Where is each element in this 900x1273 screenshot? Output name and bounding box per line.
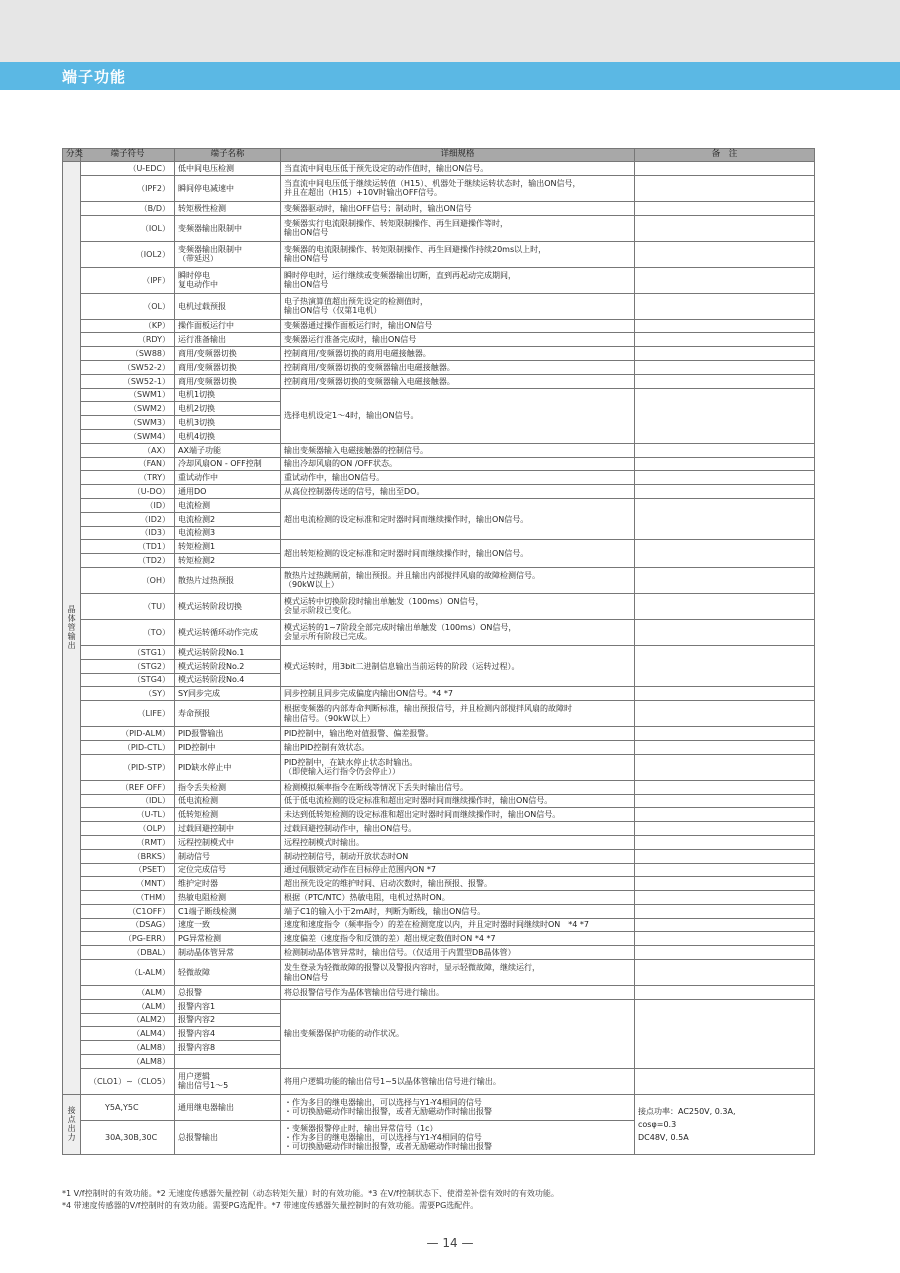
remark-cell (635, 267, 815, 293)
table-row (63, 241, 815, 267)
terminal-name: 商用/变频器切换 (175, 347, 281, 361)
terminal-symbol: （PID-CTL） (81, 740, 175, 754)
remark-cell (635, 388, 815, 443)
table-row (63, 645, 815, 659)
terminal-symbol: （SWM2） (81, 402, 175, 416)
detail-spec: 选择电机设定1～4时，输出ON信号。 (281, 388, 635, 443)
terminal-symbol: （TD2） (81, 554, 175, 568)
terminal-name: 模式运转阶段No.2 (175, 659, 281, 673)
terminal-function-table (62, 148, 815, 1155)
terminal-symbol: Y5A,Y5C (81, 1094, 175, 1120)
detail-spec: 控制商用/变频器切换的变频器输入电磁接触器。 (281, 374, 635, 388)
table-row (63, 863, 815, 877)
terminal-name: 电流检测3 (175, 526, 281, 540)
terminal-name: 商用/变频器切换 (175, 360, 281, 374)
remark-cell (635, 946, 815, 960)
terminal-name: 电流检测2 (175, 512, 281, 526)
detail-spec: PID控制中，输出绝对值报警、偏差报警。 (281, 727, 635, 741)
terminal-name: 电机2切换 (175, 402, 281, 416)
table-row (63, 849, 815, 863)
terminal-name: 操作面板运行中 (175, 319, 281, 333)
remark-cell (635, 687, 815, 701)
top-gray-band (0, 0, 900, 62)
table-row (63, 498, 815, 512)
terminal-name: 电流检测 (175, 498, 281, 512)
terminal-symbol: （DSAG） (81, 918, 175, 932)
terminal-symbol: （KP） (81, 319, 175, 333)
terminal-symbol: （PID-STP） (81, 754, 175, 780)
terminal-name: 电机4切换 (175, 429, 281, 443)
table-row (63, 1068, 815, 1094)
detail-spec: 控制商用/变频器切换的变频器输出电磁接触器。 (281, 360, 635, 374)
terminal-name: 报警内容4 (175, 1027, 281, 1041)
terminal-name: 转矩检测1 (175, 540, 281, 554)
remark-cell (635, 794, 815, 808)
terminal-symbol: （OL） (81, 293, 175, 319)
terminal-symbol: （ID2） (81, 512, 175, 526)
table-row (63, 540, 815, 554)
terminal-name: 低转矩检测 (175, 808, 281, 822)
table-row (63, 619, 815, 645)
terminal-symbol: （THM） (81, 891, 175, 905)
table-row (63, 835, 815, 849)
terminal-name: 低中间电压检测 (175, 162, 281, 176)
detail-spec: 超出预先设定的维护时间、启动次数时，输出预报、报警。 (281, 877, 635, 891)
remark-cell (635, 593, 815, 619)
terminal-name: 电机1切换 (175, 388, 281, 402)
category-cell-transistor: 晶体管输出 (63, 162, 81, 1095)
detail-spec: 同步控制且同步完成偏度内输出ON信号。*4 *7 (281, 687, 635, 701)
terminal-name: 转矩极性检测 (175, 201, 281, 215)
table-row (63, 457, 815, 471)
header-category: 分类 (63, 149, 81, 162)
detail-spec: 检测模拟频率指令在断线等情况下丢失时输出信号。 (281, 780, 635, 794)
footnotes (62, 1188, 842, 1212)
terminal-symbol: （IPF2） (81, 175, 175, 201)
detail-spec: 当直流中间电压低于继续运转值（H15）、机器处于继续运转状态时，输出ON信号， 并且在超出（H15）+10V时输出OFF信号。 (281, 175, 635, 201)
table-row (63, 388, 815, 402)
terminal-symbol: （ALM） (81, 999, 175, 1013)
remark-cell (635, 241, 815, 267)
remark-cell (635, 374, 815, 388)
detail-spec: 低于低电流检测的设定标准和超出定时器时间而继续操作时，输出ON信号。 (281, 794, 635, 808)
detail-spec: 通过伺服锁定动作在目标停止范围内ON *7 (281, 863, 635, 877)
remark-cell (635, 863, 815, 877)
table-row (63, 593, 815, 619)
terminal-symbol: （OH） (81, 567, 175, 593)
terminal-name: 报警内容1 (175, 999, 281, 1013)
table-row (63, 740, 815, 754)
remark-cell (635, 960, 815, 986)
detail-spec: 变频器运行准备完成时，输出ON信号 (281, 333, 635, 347)
table-row (63, 822, 815, 836)
footnote-line: *1 V/f控制时的有效功能。*2 无速度传感器矢量控制（动态转矩矢量）时的有效功能。*3 在V/f控制状态下、使滑差补偿有效时的有效功能。 (62, 1189, 559, 1198)
remark-cell (635, 701, 815, 727)
header-terminal-symbol: 端子符号 (81, 149, 175, 162)
terminal-symbol: （RDY） (81, 333, 175, 347)
detail-spec: 超出电流检测的设定标准和定时器时间而继续操作时，输出ON信号。 (281, 498, 635, 539)
terminal-name: 指令丢失检测 (175, 780, 281, 794)
terminal-name: 转矩检测2 (175, 554, 281, 568)
table-row (63, 293, 815, 319)
terminal-name: AX端子功能 (175, 443, 281, 457)
remark-cell (635, 877, 815, 891)
terminal-symbol: （ALM2） (81, 1013, 175, 1027)
remark-cell (635, 162, 815, 176)
page-number: — 14 — (426, 1236, 474, 1250)
terminal-name: 维护定时器 (175, 877, 281, 891)
remark-cell (635, 293, 815, 319)
detail-spec: 速度偏差（速度指令和反馈的差）超出规定数值时ON *4 *7 (281, 932, 635, 946)
terminal-name: 重试动作中 (175, 471, 281, 485)
terminal-symbol: （TU） (81, 593, 175, 619)
terminal-symbol: （U-EDC） (81, 162, 175, 176)
table-row (63, 932, 815, 946)
terminal-name: 制动晶体管异常 (175, 946, 281, 960)
terminal-name: 热敏电阻检测 (175, 891, 281, 905)
terminal-symbol: （IOL） (81, 215, 175, 241)
detail-spec: PID控制中，在缺水停止状态时输出。 （即使输入运行指令仍会停止）） (281, 754, 635, 780)
terminal-symbol: （STG4） (81, 673, 175, 687)
detail-spec: 将总报警信号作为晶体管输出信号进行输出。 (281, 986, 635, 1000)
remark-cell (635, 201, 815, 215)
terminal-name: 轻微故障 (175, 960, 281, 986)
detail-spec: 发生登录为轻微故障的报警以及警报内容时，显示轻微故障，继续运行， 输出ON信号 (281, 960, 635, 986)
detail-spec: 过载回避控制动作中，输出ON信号。 (281, 822, 635, 836)
detail-spec: 检测制动晶体管异常时，输出信号。（仅适用于内置型DB晶体管） (281, 946, 635, 960)
terminal-symbol: （REF OFF） (81, 780, 175, 794)
table-row (63, 319, 815, 333)
table-row (63, 701, 815, 727)
remark-cell (635, 822, 815, 836)
terminal-name: 用户逻辑 输出信号1～5 (175, 1068, 281, 1094)
table-row (63, 347, 815, 361)
detail-spec: 模式运转时，用3bit二进制信息输出当前运转的阶段（运转过程）。 (281, 645, 635, 686)
terminal-symbol: （L-ALM） (81, 960, 175, 986)
detail-spec: 将用户逻辑功能的输出信号1~5以晶体管输出信号进行输出。 (281, 1068, 635, 1094)
remark-cell (635, 780, 815, 794)
remark-cell (635, 849, 815, 863)
terminal-symbol: （SW52-1） (81, 374, 175, 388)
table-row (63, 754, 815, 780)
detail-spec: 模式运转的1~7阶段全部完成时输出单触发（100ms）ON信号， 会显示所有阶段已完成。 (281, 619, 635, 645)
terminal-symbol: （IPF） (81, 267, 175, 293)
terminal-symbol: （STG2） (81, 659, 175, 673)
terminal-symbol: （ALM8） (81, 1041, 175, 1055)
table-row (63, 485, 815, 499)
table-row (63, 877, 815, 891)
terminal-name: PID缺水停止中 (175, 754, 281, 780)
table-row (63, 201, 815, 215)
terminal-symbol: （SWM4） (81, 429, 175, 443)
table-row (63, 986, 815, 1000)
terminal-symbol: （PID-ALM） (81, 727, 175, 741)
table-row (63, 808, 815, 822)
terminal-name: 通用DO (175, 485, 281, 499)
terminal-name: 瞬时停电 复电动作中 (175, 267, 281, 293)
remark-cell (635, 727, 815, 741)
detail-spec: ・变频器报警停止时，输出异常信号（1c） ・作为多目的继电器输出，可以选择与Y1-Y4相同的信号 ・可切换励磁动作时输出报警，或者无励磁动作时输出报警 (281, 1120, 635, 1154)
detail-spec: 输出冷却风扇的ON /OFF状态。 (281, 457, 635, 471)
terminal-symbol: （RMT） (81, 835, 175, 849)
remark-cell (635, 645, 815, 686)
terminal-name: PG异常检测 (175, 932, 281, 946)
terminal-symbol: （OLP） (81, 822, 175, 836)
table-row (63, 215, 815, 241)
detail-spec: 输出变频器保护功能的动作状况。 (281, 999, 635, 1068)
terminal-symbol: （ALM8） (81, 1055, 175, 1069)
remark-cell (635, 891, 815, 905)
table-row (63, 374, 815, 388)
terminal-name: C1端子断线检测 (175, 904, 281, 918)
terminal-symbol: （SY） (81, 687, 175, 701)
remark-cell (635, 175, 815, 201)
terminal-name: 变频器输出限制中 (175, 215, 281, 241)
table-row (63, 687, 815, 701)
terminal-name: 商用/变频器切换 (175, 374, 281, 388)
table-row (63, 471, 815, 485)
footnote-line: *4 带速度传感器的V/f控制时的有效功能。需要PG选配件。*7 带速度传感器矢量控制时的有效功能。需要PG选配件。 (62, 1201, 479, 1210)
terminal-name: SY同步完成 (175, 687, 281, 701)
table-header-row (63, 149, 815, 162)
detail-spec: 散热片过热跳闸前，输出预报。并且输出内部搅拌风扇的故障检测信号。 （90kW以上） (281, 567, 635, 593)
remark-cell (635, 754, 815, 780)
remark-cell (635, 567, 815, 593)
remark-cell (635, 215, 815, 241)
detail-spec: 速度和速度指令（频率指令）的差在检测宽度以内，并且定时器时间继续时ON *4 *7 (281, 918, 635, 932)
terminal-symbol: （FAN） (81, 457, 175, 471)
terminal-symbol: （SWM3） (81, 416, 175, 430)
terminal-name: 运行准备输出 (175, 333, 281, 347)
remark-cell (635, 904, 815, 918)
remark-cell (635, 457, 815, 471)
detail-spec: 输出PID控制有效状态。 (281, 740, 635, 754)
terminal-name: 散热片过热预报 (175, 567, 281, 593)
table-row (63, 175, 815, 201)
table-row (63, 891, 815, 905)
terminal-symbol: （ID3） (81, 526, 175, 540)
terminal-name: 速度一致 (175, 918, 281, 932)
terminal-name: 电机3切换 (175, 416, 281, 430)
terminal-name: 远程控制模式中 (175, 835, 281, 849)
terminal-symbol: （IOL2） (81, 241, 175, 267)
terminal-name: 通用继电器输出 (175, 1094, 281, 1120)
terminal-name: PID控制中 (175, 740, 281, 754)
terminal-name: 总报警输出 (175, 1120, 281, 1154)
terminal-symbol: （ALM4） (81, 1027, 175, 1041)
terminal-name: 过载回避控制中 (175, 822, 281, 836)
table-row (63, 360, 815, 374)
category-cell-contact: 接点出力 (63, 1094, 81, 1154)
table-row (63, 904, 815, 918)
terminal-symbol: （ID） (81, 498, 175, 512)
remark-cell (635, 932, 815, 946)
detail-spec: 未达到低转矩检测的设定标准和超出定时器时间而继续操作时，输出ON信号。 (281, 808, 635, 822)
terminal-symbol: （CLO1）~（CLO5） (81, 1068, 175, 1094)
terminal-symbol: （TRY） (81, 471, 175, 485)
remark-cell (635, 1068, 815, 1094)
detail-spec: 变频器实行电流限制操作、转矩限制操作、再生回避操作等时， 输出ON信号 (281, 215, 635, 241)
terminal-symbol: （DBAL） (81, 946, 175, 960)
terminal-symbol: （TD1） (81, 540, 175, 554)
detail-spec: 超出转矩检测的设定标准和定时器时间而继续操作时，输出ON信号。 (281, 540, 635, 568)
terminal-name: 定位完成信号 (175, 863, 281, 877)
terminal-name: 电机过载预报 (175, 293, 281, 319)
terminal-symbol: （TO） (81, 619, 175, 645)
terminal-symbol: （SWM1） (81, 388, 175, 402)
table-row (63, 567, 815, 593)
terminal-name: 瞬间停电减速中 (175, 175, 281, 201)
terminal-name: 冷却风扇ON - OFF控制 (175, 457, 281, 471)
terminal-symbol: （U-DO） (81, 485, 175, 499)
terminal-symbol: （LIFE） (81, 701, 175, 727)
remark-cell (635, 333, 815, 347)
terminal-name: 变频器输出限制中 （带延迟） (175, 241, 281, 267)
terminal-symbol: （SW52-2） (81, 360, 175, 374)
remark-cell (635, 918, 815, 932)
detail-spec: 端子C1的输入小于2mA时，判断为断线，输出ON信号。 (281, 904, 635, 918)
contact-rating-remark: 接点功率：AC250V, 0.3A, cosφ=0.3 DC48V, 0.5A (635, 1094, 815, 1154)
detail-spec: 从高位控制器传送的信号，输出至DO。 (281, 485, 635, 499)
detail-spec: 变频器通过操作面板运行时，输出ON信号 (281, 319, 635, 333)
terminal-symbol: （BRKS） (81, 849, 175, 863)
table-row (63, 443, 815, 457)
header-terminal-name: 端子名称 (175, 149, 281, 162)
detail-spec: 模式运转中切换阶段时输出单触发（100ms）ON信号， 会显示阶段已变化。 (281, 593, 635, 619)
detail-spec: 远程控制模式时输出。 (281, 835, 635, 849)
remark-cell (635, 319, 815, 333)
header-remarks: 备 注 (635, 149, 815, 162)
terminal-symbol: （IDL） (81, 794, 175, 808)
terminal-name: 模式运转阶段No.4 (175, 673, 281, 687)
detail-spec: 当直流中间电压低于预先设定的动作值时，输出ON信号。 (281, 162, 635, 176)
remark-cell (635, 471, 815, 485)
terminal-name: 报警内容8 (175, 1041, 281, 1055)
detail-spec: 输出变频器输入电磁接触器的控制信号。 (281, 443, 635, 457)
remark-cell (635, 443, 815, 457)
detail-spec: 重试动作中，输出ON信号。 (281, 471, 635, 485)
terminal-symbol: （PSET） (81, 863, 175, 877)
terminal-name: PID报警输出 (175, 727, 281, 741)
detail-spec: 根据（PTC/NTC）热敏电阻，电机过热时ON。 (281, 891, 635, 905)
table-row (63, 794, 815, 808)
terminal-symbol: （C1OFF） (81, 904, 175, 918)
table-row (63, 162, 815, 176)
detail-spec: 制动控制信号，制动开放状态时ON (281, 849, 635, 863)
terminal-symbol: （AX） (81, 443, 175, 457)
terminal-name: 总报警 (175, 986, 281, 1000)
terminal-symbol: 30A,30B,30C (81, 1120, 175, 1154)
terminal-name: 模式运转阶段No.1 (175, 645, 281, 659)
table-row (63, 1094, 815, 1120)
terminal-name: 报警内容2 (175, 1013, 281, 1027)
remark-cell (635, 347, 815, 361)
table-row (63, 946, 815, 960)
table-row (63, 780, 815, 794)
terminal-name: 模式运转阶段切换 (175, 593, 281, 619)
detail-spec: ・作为多目的继电器输出，可以选择与Y1-Y4相同的信号 ・可切换励磁动作时输出报警，或者无励磁动作时输出报警 (281, 1094, 635, 1120)
terminal-symbol: （U-TL） (81, 808, 175, 822)
remark-cell (635, 740, 815, 754)
table-row (63, 727, 815, 741)
section-title-band (0, 62, 900, 90)
remark-cell (635, 835, 815, 849)
terminal-symbol: （B/D） (81, 201, 175, 215)
terminal-symbol: （ALM） (81, 986, 175, 1000)
remark-cell (635, 498, 815, 539)
terminal-symbol: （PG-ERR） (81, 932, 175, 946)
terminal-symbol: （STG1） (81, 645, 175, 659)
remark-cell (635, 540, 815, 568)
detail-spec: 变频器的电流限制操作、转矩限制操作、再生回避操作持续20ms以上时， 输出ON信号 (281, 241, 635, 267)
terminal-name: 低电流检测 (175, 794, 281, 808)
detail-spec: 根据变频器的内部寿命判断标准，输出预报信号，并且检测内部搅拌风扇的故障时 输出信号。（90kW以上） (281, 701, 635, 727)
remark-cell (635, 999, 815, 1068)
remark-cell (635, 808, 815, 822)
terminal-symbol: （SW88） (81, 347, 175, 361)
terminal-name: 制动信号 (175, 849, 281, 863)
terminal-name: 模式运转循环动作完成 (175, 619, 281, 645)
table-row (63, 333, 815, 347)
detail-spec: 变频器驱动时，输出OFF信号；制动时，输出ON信号 (281, 201, 635, 215)
table-row (63, 918, 815, 932)
terminal-name: 寿命预报 (175, 701, 281, 727)
remark-cell (635, 986, 815, 1000)
detail-spec: 瞬时停电时，运行继续或变频器输出切断，直到再起动完成期间， 输出ON信号 (281, 267, 635, 293)
remark-cell (635, 485, 815, 499)
remark-cell (635, 619, 815, 645)
section-title: 端子功能 (62, 68, 127, 86)
terminal-name (175, 1055, 281, 1069)
table-row (63, 960, 815, 986)
detail-spec: 电子热演算值超出预先设定的检测值时， 输出ON信号（仅第1电机） (281, 293, 635, 319)
table-row (63, 267, 815, 293)
terminal-symbol: （MNT） (81, 877, 175, 891)
table-row (63, 999, 815, 1013)
remark-cell (635, 360, 815, 374)
header-detail-spec: 详细规格 (281, 149, 635, 162)
detail-spec: 控制商用/变频器切换的商用电磁接触器。 (281, 347, 635, 361)
